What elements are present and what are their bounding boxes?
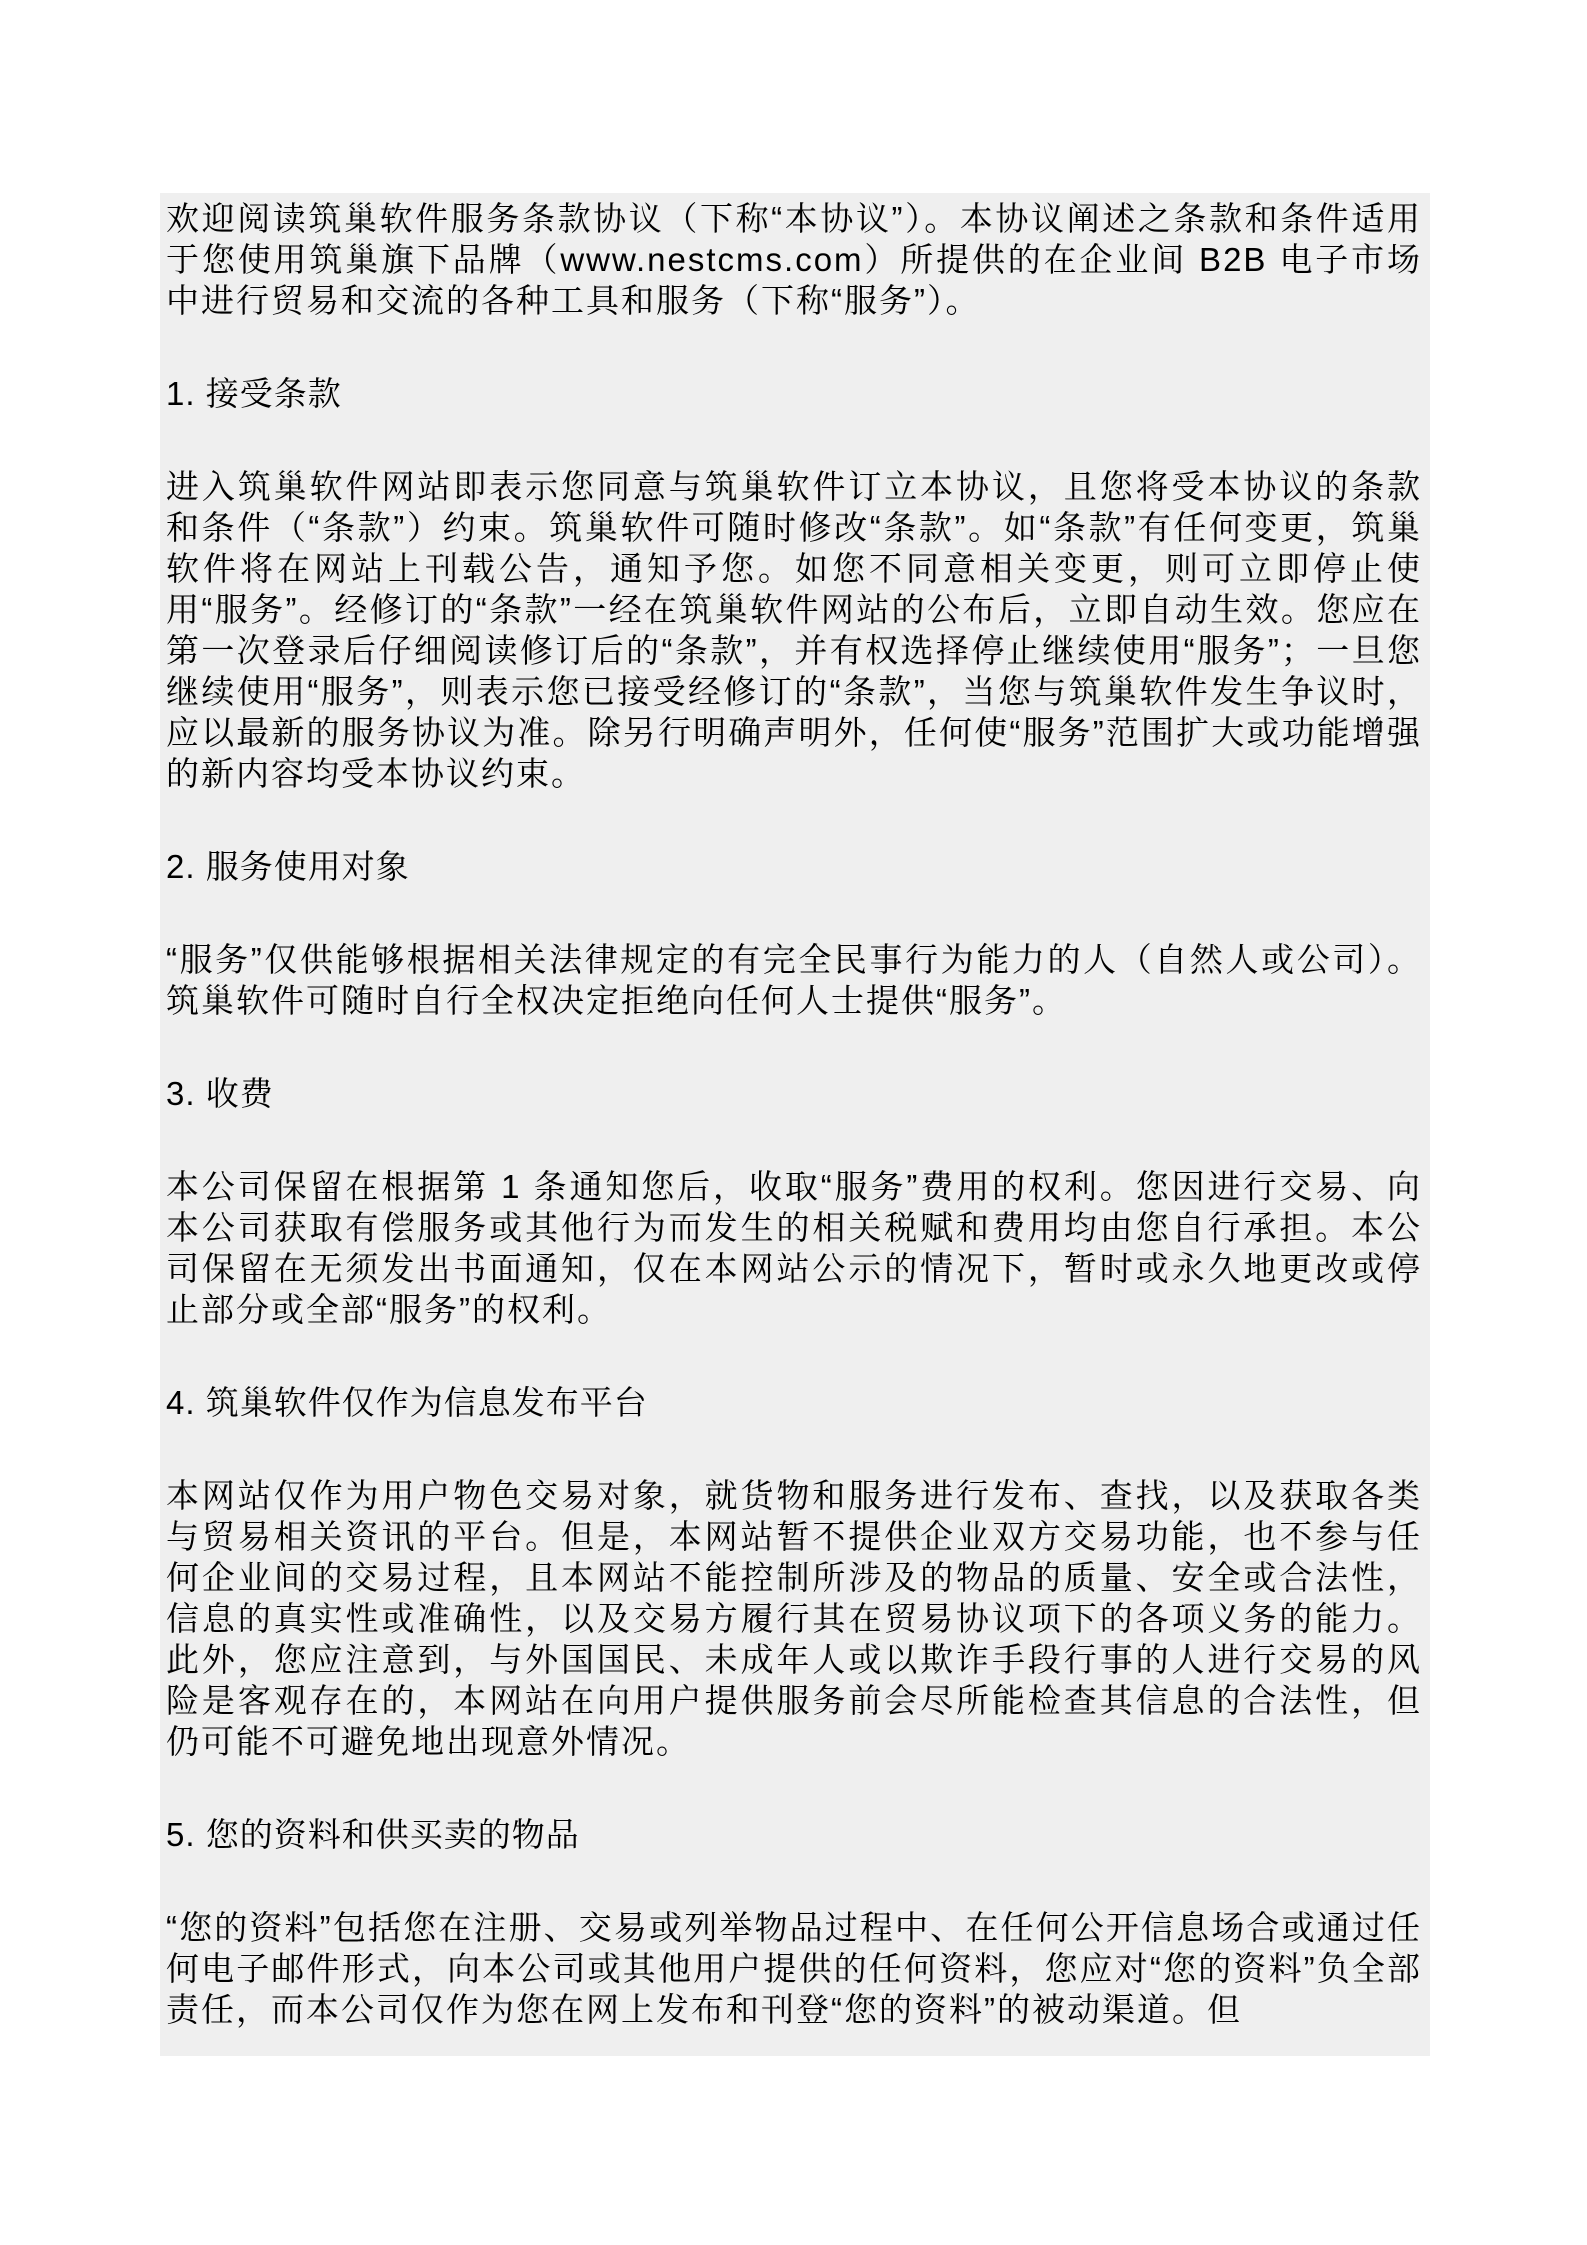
section-5-heading: 5. 您的资料和供买卖的物品: [166, 1816, 580, 1853]
section-4-body: 本网站仅作为用户物色交易对象，就货物和服务进行发布、查找，以及获取各类与贸易相关资讯的平台。但是，本网站暂不提供企业双方交易功能，也不参与任何企业间的交易过程，且本网站不能控制所涉及的物品的质量、安全或合法性，信息的真实性或准确性，以及交易方履行其在贸易协议项下的各项义务的能力。此外，您应注意到，与外国国民、未成年人或以欺诈手段行事的人进行交易的风险是客观存在的，本网站在向用户提供服务前会尽所能检查其信息的合法性，但仍可能不可避免地出现意外情况。: [166, 1477, 1422, 1760]
section-1-heading: 1. 接受条款: [166, 375, 342, 412]
section-2-body: “服务”仅供能够根据相关法律规定的有完全民事行为能力的人（自然人或公司）。筑巢软件可随时自行全权决定拒绝向任何人士提供“服务”。: [166, 941, 1422, 1019]
section-1-body: 进入筑巢软件网站即表示您同意与筑巢软件订立本协议，且您将受本协议的条款和条件（“条款”）约束。筑巢软件可随时修改“条款”。如“条款”有任何变更，筑巢软件将在网站上刊载公告，通知予您。如您不同意相关变更，则可立即停止使用“服务”。经修订的“条款”一经在筑巢软件网站的公布后，立即自动生效。您应在第一次登录后仔细阅读修订后的“条款”，并有权选择停止继续使用“服务”；一旦您继续使用“服务”，则表示您已接受经修订的“条款”，当您与筑巢软件发生争议时，应以最新的服务协议为准。除另行明确声明外，任何使“服务”范围扩大或功能增强的新内容均受本协议约束。: [166, 468, 1422, 792]
section-5-body: “您的资料”包括您在注册、交易或列举物品过程中、在任何公开信息场合或通过任何电子邮件形式，向本公司或其他用户提供的任何资料，您应对“您的资料”负全部责任，而本公司仅作为您在网上发布和刊登“您的资料”的被动渠道。但: [166, 1909, 1422, 2028]
section-3-heading: 3. 收费: [166, 1075, 274, 1112]
intro-paragraph: 欢迎阅读筑巢软件服务条款协议（下称“本协议”）。本协议阐述之条款和条件适用于您使用筑巢旗下品牌（www.nestcms.com）所提供的在企业间 B2B 电子市场中进行贸易和交流的各种工具和服务（下称“服务”）。: [166, 200, 1422, 319]
section-2-heading: 2. 服务使用对象: [166, 848, 410, 885]
section-3-body: 本公司保留在根据第 1 条通知您后，收取“服务”费用的权利。您因进行交易、向本公司获取有偿服务或其他行为而发生的相关税赋和费用均由您自行承担。本公司保留在无须发出书面通知，仅在本网站公示的情况下，暂时或永久地更改或停止部分或全部“服务”的权利。: [166, 1168, 1422, 1328]
terms-document: [160, 193, 1430, 2056]
section-4-heading: 4. 筑巢软件仅作为信息发布平台: [166, 1384, 648, 1421]
